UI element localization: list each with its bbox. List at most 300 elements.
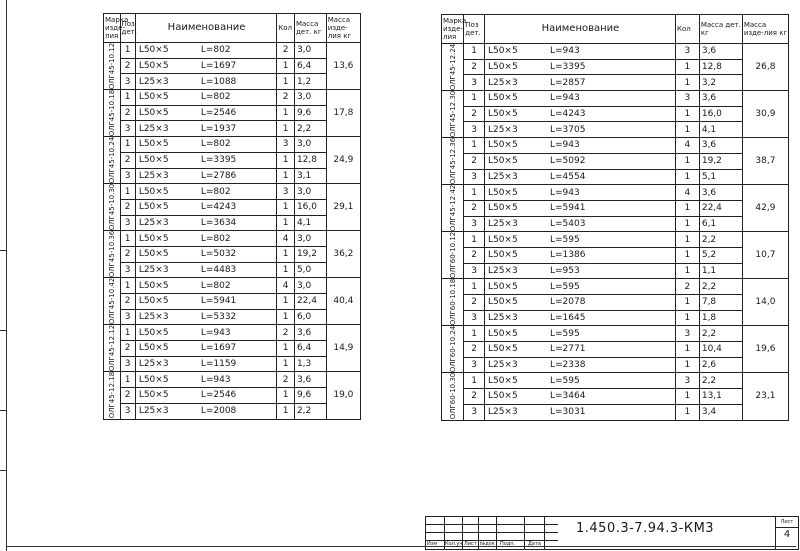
- position-cell: 2: [464, 295, 485, 311]
- quantity-cell: 2: [277, 90, 295, 106]
- table-row: [104, 168, 361, 184]
- table-row: [442, 44, 789, 60]
- position-cell: 2: [464, 153, 485, 169]
- header-mass: Масса дет. кг: [699, 15, 742, 44]
- table-row: [442, 169, 789, 185]
- product-mark-text: ОЛГ45-10.30: [107, 183, 116, 231]
- length-text: L=5941: [200, 296, 237, 307]
- quantity-cell: 1: [675, 295, 699, 311]
- name-cell: [484, 279, 675, 295]
- quantity-cell: 1: [277, 74, 295, 90]
- length-text: L=595: [549, 234, 580, 245]
- length-text: L=595: [549, 328, 580, 339]
- product-mark: [104, 372, 121, 419]
- product-mark: [442, 185, 464, 232]
- mass-cell: 10,4: [699, 342, 742, 358]
- position-cell: 1: [120, 137, 135, 153]
- name-cell: [135, 309, 276, 325]
- mass-cell: 2,2: [294, 121, 326, 137]
- quantity-cell: 1: [675, 263, 699, 279]
- mass-cell: 9,6: [294, 388, 326, 404]
- profile-text: L25×3: [138, 359, 169, 370]
- profile-text: L50×5: [487, 297, 518, 308]
- position-cell: 3: [120, 356, 135, 372]
- profile-text: L50×5: [138, 92, 169, 103]
- profile-text: L25×3: [487, 218, 518, 229]
- table-row: [442, 59, 789, 75]
- col-label-kol: Кол.уч: [445, 541, 463, 547]
- table-row: [104, 231, 361, 247]
- col-label-sign: Подп.: [500, 541, 516, 547]
- name-cell: [484, 295, 675, 311]
- quantity-cell: 4: [675, 185, 699, 201]
- name-cell: [135, 74, 276, 90]
- table-row: [104, 215, 361, 231]
- name-cell: [484, 106, 675, 122]
- length-text: L=1386: [549, 250, 586, 261]
- header-qty: Кол: [675, 15, 699, 44]
- quantity-cell: 1: [277, 168, 295, 184]
- header-pos: Поз дет.: [120, 14, 135, 43]
- col-label-date: Дата: [528, 541, 541, 547]
- product-mark-text: ОЛГ60-10.18: [448, 279, 457, 326]
- table-row: [104, 121, 361, 137]
- quantity-cell: 4: [277, 231, 295, 247]
- mass-cell: 3,6: [699, 138, 742, 154]
- mass-cell: 3,0: [294, 90, 326, 106]
- specification-table-left: [103, 13, 361, 420]
- position-cell: 2: [120, 105, 135, 121]
- quantity-cell: 1: [277, 199, 295, 215]
- mass-cell: 16,0: [699, 106, 742, 122]
- position-cell: 1: [120, 231, 135, 247]
- name-cell: [484, 122, 675, 138]
- product-mass: 40,4: [326, 278, 360, 325]
- table-row: [442, 389, 789, 405]
- profile-text: L50×5: [138, 390, 169, 401]
- name-cell: [135, 403, 276, 419]
- profile-text: L50×5: [487, 328, 518, 339]
- table-row: [442, 247, 789, 263]
- profile-text: L25×3: [138, 312, 169, 323]
- profile-text: L50×5: [487, 62, 518, 73]
- length-text: L=1937: [200, 123, 237, 134]
- position-cell: 1: [464, 138, 485, 154]
- name-cell: [135, 137, 276, 153]
- quantity-cell: 1: [277, 356, 295, 372]
- position-cell: 3: [120, 121, 135, 137]
- profile-text: L50×5: [487, 375, 518, 386]
- product-mark-text: ОЛГ45-12.36: [448, 137, 457, 185]
- product-mark-text: ОЛГ60-10.12: [448, 232, 457, 279]
- quantity-cell: 1: [277, 58, 295, 74]
- mass-cell: 6,1: [699, 216, 742, 232]
- mass-cell: 22,4: [699, 200, 742, 216]
- name-cell: [484, 169, 675, 185]
- mass-cell: 12,8: [699, 59, 742, 75]
- length-text: L=802: [200, 45, 231, 56]
- position-cell: 1: [120, 43, 135, 59]
- table-row: [104, 388, 361, 404]
- quantity-cell: 1: [675, 389, 699, 405]
- table-row: [442, 373, 789, 389]
- mass-cell: 2,2: [699, 279, 742, 295]
- position-cell: 3: [464, 169, 485, 185]
- position-cell: 1: [464, 91, 485, 107]
- table-row: [104, 43, 361, 59]
- profile-text: L25×3: [487, 407, 518, 418]
- position-cell: 3: [464, 310, 485, 326]
- name-cell: [484, 310, 675, 326]
- position-cell: 1: [464, 232, 485, 248]
- mass-cell: 12,8: [294, 152, 326, 168]
- profile-text: L25×3: [487, 77, 518, 88]
- product-mark-text: ОЛГ60-10.30: [448, 373, 457, 420]
- table-row: [104, 325, 361, 341]
- mass-cell: 5,0: [294, 262, 326, 278]
- mass-cell: 3,6: [699, 91, 742, 107]
- quantity-cell: 3: [675, 373, 699, 389]
- position-cell: 3: [120, 168, 135, 184]
- name-cell: [484, 91, 675, 107]
- length-text: L=2338: [549, 360, 586, 371]
- mass-cell: 2,2: [699, 373, 742, 389]
- profile-text: L50×5: [487, 156, 518, 167]
- name-cell: [484, 263, 675, 279]
- position-cell: 3: [120, 262, 135, 278]
- product-mass: 14,9: [326, 325, 360, 372]
- mass-cell: 3,6: [294, 372, 326, 388]
- length-text: L=943: [549, 140, 580, 151]
- mass-cell: 22,4: [294, 294, 326, 310]
- position-cell: 2: [120, 246, 135, 262]
- table-row: [104, 137, 361, 153]
- product-mark: [442, 279, 464, 326]
- name-cell: [484, 75, 675, 91]
- binding-margin: [0, 0, 7, 551]
- product-mark: [104, 278, 121, 325]
- product-mass: 36,2: [326, 231, 360, 278]
- table-row: [442, 106, 789, 122]
- length-text: L=1088: [200, 76, 237, 87]
- position-cell: 1: [120, 184, 135, 200]
- table-row: [442, 295, 789, 311]
- quantity-cell: 1: [675, 232, 699, 248]
- quantity-cell: 1: [277, 294, 295, 310]
- product-mark: [442, 44, 464, 91]
- table-row: [442, 185, 789, 201]
- col-label-doc: №док: [480, 541, 495, 547]
- table-row: [104, 341, 361, 357]
- product-mark: [442, 91, 464, 138]
- product-mark-text: ОЛГ45-12.30: [448, 90, 457, 138]
- position-cell: 3: [464, 357, 485, 373]
- header-total: Масса изде-лия кг: [742, 15, 788, 44]
- length-text: L=4243: [549, 109, 586, 120]
- product-mass: 26,8: [742, 44, 788, 91]
- product-mass: 17,8: [326, 90, 360, 137]
- length-text: L=2546: [200, 390, 237, 401]
- profile-text: L50×5: [138, 139, 169, 150]
- name-cell: [135, 184, 276, 200]
- mass-cell: 3,1: [294, 168, 326, 184]
- quantity-cell: 3: [675, 44, 699, 60]
- position-cell: 1: [464, 373, 485, 389]
- name-cell: [135, 356, 276, 372]
- name-cell: [484, 342, 675, 358]
- length-text: L=943: [549, 46, 580, 57]
- mass-cell: 3,6: [699, 44, 742, 60]
- mass-cell: 6,4: [294, 341, 326, 357]
- product-mark-text: ОЛГ45-10.24: [107, 136, 116, 184]
- quantity-cell: 1: [675, 247, 699, 263]
- mass-cell: 2,2: [699, 326, 742, 342]
- profile-text: L25×3: [138, 406, 169, 417]
- profile-text: L25×3: [138, 217, 169, 228]
- name-cell: [135, 105, 276, 121]
- mass-cell: 2,2: [699, 232, 742, 248]
- length-text: L=2078: [549, 297, 586, 308]
- quantity-cell: 1: [277, 105, 295, 121]
- name-cell: [135, 199, 276, 215]
- product-mark-text: ОЛГ60-10.24: [448, 326, 457, 373]
- product-mass: 29,1: [326, 184, 360, 231]
- mass-cell: 2,2: [294, 403, 326, 419]
- name-cell: [135, 294, 276, 310]
- table-row: [104, 74, 361, 90]
- length-text: L=4243: [200, 202, 237, 213]
- mass-cell: 3,0: [294, 278, 326, 294]
- length-text: L=943: [200, 327, 231, 338]
- position-cell: 1: [120, 325, 135, 341]
- name-cell: [484, 232, 675, 248]
- table-row: [104, 372, 361, 388]
- table-row: [104, 246, 361, 262]
- length-text: L=2008: [200, 406, 237, 417]
- length-text: L=2786: [200, 170, 237, 181]
- product-mark-text: ОЛГ45-12.12: [107, 325, 116, 372]
- mass-cell: 1,3: [294, 356, 326, 372]
- name-cell: [484, 59, 675, 75]
- position-cell: 2: [120, 152, 135, 168]
- quantity-cell: 2: [277, 372, 295, 388]
- mass-cell: 7,8: [699, 295, 742, 311]
- length-text: L=802: [200, 280, 231, 291]
- quantity-cell: 3: [277, 184, 295, 200]
- position-cell: 1: [120, 90, 135, 106]
- header-pos: Поз дет.: [464, 15, 485, 44]
- position-cell: 1: [464, 44, 485, 60]
- profile-text: L50×5: [487, 281, 518, 292]
- product-mark: [442, 138, 464, 185]
- length-text: L=3031: [549, 407, 586, 418]
- name-cell: [484, 44, 675, 60]
- name-cell: [135, 325, 276, 341]
- mass-cell: 3,6: [294, 325, 326, 341]
- profile-text: L50×5: [487, 391, 518, 402]
- table-row: [104, 184, 361, 200]
- quantity-cell: 2: [675, 279, 699, 295]
- position-cell: 1: [464, 326, 485, 342]
- table-row: [104, 309, 361, 325]
- table-row: [104, 278, 361, 294]
- mass-cell: 4,1: [294, 215, 326, 231]
- position-cell: 2: [464, 389, 485, 405]
- quantity-cell: 1: [277, 215, 295, 231]
- profile-text: L25×3: [138, 123, 169, 134]
- product-mass: 19,6: [742, 326, 788, 373]
- name-cell: [484, 153, 675, 169]
- name-cell: [484, 404, 675, 420]
- quantity-cell: 1: [675, 153, 699, 169]
- quantity-cell: 1: [675, 122, 699, 138]
- table-row: [442, 91, 789, 107]
- profile-text: L50×5: [138, 327, 169, 338]
- position-cell: 2: [120, 388, 135, 404]
- length-text: L=802: [200, 139, 231, 150]
- length-text: L=802: [200, 233, 231, 244]
- table-row: [104, 356, 361, 372]
- profile-text: L50×5: [487, 234, 518, 245]
- table-row: [442, 153, 789, 169]
- table-row: [442, 342, 789, 358]
- position-cell: 2: [464, 106, 485, 122]
- profile-text: L50×5: [487, 187, 518, 198]
- product-mass: 24,9: [326, 137, 360, 184]
- profile-text: L50×5: [138, 61, 169, 72]
- profile-text: L50×5: [138, 45, 169, 56]
- table-row: [104, 105, 361, 121]
- header-qty: Кол: [277, 14, 295, 43]
- name-cell: [135, 58, 276, 74]
- sheet-number-box: [775, 517, 798, 549]
- position-cell: 1: [464, 185, 485, 201]
- profile-text: L25×3: [487, 313, 518, 324]
- quantity-cell: 2: [277, 43, 295, 59]
- mass-cell: 1,2: [294, 74, 326, 90]
- position-cell: 2: [120, 294, 135, 310]
- product-mark: [442, 326, 464, 373]
- table-row: [442, 357, 789, 373]
- position-cell: 2: [464, 200, 485, 216]
- name-cell: [484, 185, 675, 201]
- table-row: [442, 122, 789, 138]
- quantity-cell: 1: [277, 121, 295, 137]
- profile-text: L50×5: [138, 374, 169, 385]
- length-text: L=5332: [200, 312, 237, 323]
- quantity-cell: 3: [277, 137, 295, 153]
- name-cell: [135, 215, 276, 231]
- quantity-cell: 4: [675, 138, 699, 154]
- col-label-izm: Изм: [427, 541, 438, 547]
- length-text: L=943: [200, 374, 231, 385]
- quantity-cell: 3: [675, 91, 699, 107]
- length-text: L=595: [549, 281, 580, 292]
- name-cell: [484, 389, 675, 405]
- quantity-cell: 1: [675, 169, 699, 185]
- name-cell: [135, 152, 276, 168]
- specification-table-right: [441, 14, 789, 421]
- position-cell: 3: [464, 122, 485, 138]
- product-mass: 14,0: [742, 279, 788, 326]
- mass-cell: 1,1: [699, 263, 742, 279]
- name-cell: [484, 138, 675, 154]
- product-mark: [104, 325, 121, 372]
- product-mass: 13,6: [326, 43, 360, 90]
- mass-cell: 9,6: [294, 105, 326, 121]
- product-mark: [104, 137, 121, 184]
- profile-text: L50×5: [138, 249, 169, 260]
- mass-cell: 3,0: [294, 184, 326, 200]
- length-text: L=2771: [549, 344, 586, 355]
- quantity-cell: 1: [675, 200, 699, 216]
- length-text: L=4554: [549, 171, 586, 182]
- header-row: [442, 15, 789, 44]
- profile-text: L50×5: [487, 250, 518, 261]
- profile-text: L50×5: [487, 203, 518, 214]
- length-text: L=1645: [549, 313, 586, 324]
- product-mark: [104, 184, 121, 231]
- profile-text: L50×5: [138, 296, 169, 307]
- name-cell: [484, 216, 675, 232]
- revision-column-labels: [426, 540, 558, 549]
- quantity-cell: 1: [277, 403, 295, 419]
- quantity-cell: 4: [277, 278, 295, 294]
- table-row: [104, 152, 361, 168]
- profile-text: L25×3: [487, 360, 518, 371]
- profile-text: L25×3: [487, 171, 518, 182]
- length-text: L=1697: [200, 343, 237, 354]
- mass-cell: 13,1: [699, 389, 742, 405]
- profile-text: L50×5: [487, 46, 518, 57]
- position-cell: 3: [464, 404, 485, 420]
- profile-text: L50×5: [138, 233, 169, 244]
- name-cell: [135, 278, 276, 294]
- header-mass: Масса дет. кг: [294, 14, 326, 43]
- position-cell: 3: [120, 215, 135, 231]
- mass-cell: 3,6: [699, 185, 742, 201]
- profile-text: L25×3: [138, 170, 169, 181]
- position-cell: 1: [464, 279, 485, 295]
- position-cell: 2: [464, 59, 485, 75]
- mass-cell: 3,0: [294, 231, 326, 247]
- document-code: 1.450.3-7.94.3-КМ3: [576, 521, 715, 536]
- quantity-cell: 1: [277, 246, 295, 262]
- name-cell: [135, 246, 276, 262]
- name-cell: [484, 200, 675, 216]
- product-mass: 23,1: [742, 373, 788, 420]
- profile-text: L25×3: [138, 264, 169, 275]
- header-name: Наименование: [484, 15, 675, 44]
- product-mark: [104, 43, 121, 90]
- table-row: [104, 294, 361, 310]
- length-text: L=595: [549, 375, 580, 386]
- header-row: [104, 14, 361, 43]
- position-cell: 3: [120, 403, 135, 419]
- length-text: L=953: [549, 265, 580, 276]
- quantity-cell: 1: [675, 310, 699, 326]
- product-mark-text: ОЛГ45-10.36: [107, 231, 116, 278]
- length-text: L=3464: [549, 391, 586, 402]
- header-mark: Марка изде-лия: [104, 14, 121, 43]
- mass-cell: 2,6: [699, 357, 742, 373]
- header-name: Наименование: [135, 14, 276, 43]
- name-cell: [135, 231, 276, 247]
- table-row: [442, 310, 789, 326]
- table-row: [104, 262, 361, 278]
- table-row: [442, 216, 789, 232]
- position-cell: 3: [120, 74, 135, 90]
